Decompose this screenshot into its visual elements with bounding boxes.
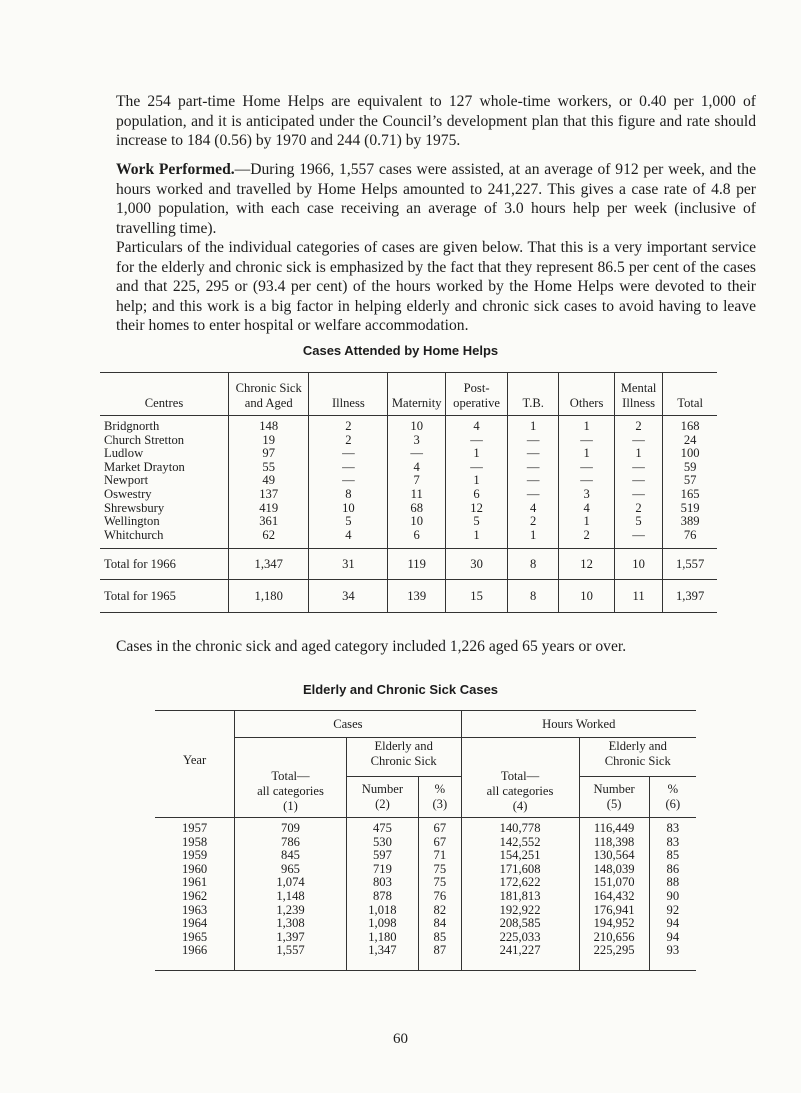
cell-value: 1 — [559, 416, 615, 434]
row-label: Shrewsbury — [104, 500, 165, 515]
cell-value: 154,251 — [461, 849, 579, 863]
cell-value: 2 — [309, 434, 388, 448]
year-cell: 1959 — [182, 848, 208, 863]
header-cases: Cases — [235, 711, 461, 738]
cell-value: — — [508, 447, 559, 461]
cell-value: 5 — [614, 515, 662, 529]
header-total: Total — [663, 373, 717, 416]
cell-value: — — [559, 474, 615, 488]
cell-value: 8 — [508, 580, 559, 613]
row-label: Oswestry — [104, 486, 152, 501]
header-hours-worked: Hours Worked — [461, 711, 696, 738]
cell-value: 225,033 — [461, 931, 579, 945]
year-cell: 1965 — [182, 929, 208, 944]
header-maternity: Maternity — [388, 373, 446, 416]
cell-value: 8 — [508, 549, 559, 580]
cell-value: 118,398 — [579, 836, 649, 850]
cell-value: 1,074 — [235, 876, 347, 890]
header-percent-cases: % (3) — [419, 777, 462, 818]
cell-value: — — [309, 461, 388, 475]
table-row — [100, 447, 717, 461]
cell-value: 85 — [649, 849, 696, 863]
cell-value: 87 — [419, 944, 462, 970]
intro-paragraph: The 254 part-time Home Helps are equivalent to 127 whole-time workers, or 0.40 per 1,000 of population, and it is anticipated under the Council’s development plan that this figure and rate should increase to 184 (0.56) by 1970 and 244 (0.71) by 1975. — [116, 93, 756, 149]
cell-value: 2 — [614, 502, 662, 516]
work-performed-heading: Work Performed. — [116, 161, 235, 178]
cell-value: 140,778 — [461, 818, 579, 836]
cell-value: 4 — [508, 502, 559, 516]
table-row — [155, 944, 696, 970]
cell-value: 83 — [649, 836, 696, 850]
year-cell: 1963 — [182, 902, 208, 917]
cell-value: 1 — [614, 447, 662, 461]
cell-value: 11 — [614, 580, 662, 613]
table-row — [100, 416, 717, 434]
table-row — [155, 931, 696, 945]
cell-value: 8 — [309, 488, 388, 502]
cell-value: — — [508, 434, 559, 448]
table-row — [155, 836, 696, 850]
chronic-aged-note: Cases in the chronic sick and aged category included 1,226 aged 65 years or over. — [116, 638, 627, 655]
table-row — [100, 529, 717, 549]
cell-value: 93 — [649, 944, 696, 970]
cell-value: 148 — [229, 416, 309, 434]
cell-value: 24 — [663, 434, 717, 448]
cell-value: 719 — [346, 863, 418, 877]
cell-value: 519 — [663, 502, 717, 516]
cell-value: — — [446, 461, 508, 475]
cell-value: 168 — [663, 416, 717, 434]
cell-value: 142,552 — [461, 836, 579, 850]
cell-value: 10 — [388, 515, 446, 529]
cell-value: 6 — [446, 488, 508, 502]
header-percent-hours: % (6) — [649, 777, 696, 818]
cell-value: 389 — [663, 515, 717, 529]
table-row — [155, 863, 696, 877]
cell-value: 67 — [419, 836, 462, 850]
cell-value: — — [559, 434, 615, 448]
cell-value: 3 — [388, 434, 446, 448]
cell-value: 92 — [649, 904, 696, 918]
cell-value: 94 — [649, 917, 696, 931]
cell-value: — — [388, 447, 446, 461]
cell-value: 4 — [388, 461, 446, 475]
cell-value: — — [614, 488, 662, 502]
cell-value: 475 — [346, 818, 418, 836]
cell-value: 12 — [559, 549, 615, 580]
cell-value: 11 — [388, 488, 446, 502]
cell-value: 2 — [309, 416, 388, 434]
cell-value: 10 — [309, 502, 388, 516]
cell-value: 5 — [446, 515, 508, 529]
cell-value: 49 — [229, 474, 309, 488]
cell-value: 119 — [388, 549, 446, 580]
cell-value: 878 — [346, 890, 418, 904]
year-cell: 1964 — [182, 916, 208, 931]
table-row — [100, 474, 717, 488]
table-row — [155, 849, 696, 863]
cell-value: 2 — [614, 416, 662, 434]
header-chronic-sick: Chronic Sick and Aged — [229, 373, 309, 416]
cell-value: 4 — [309, 529, 388, 549]
cell-value: 1 — [446, 529, 508, 549]
cell-value: 94 — [649, 931, 696, 945]
row-label: Total for 1966 — [104, 556, 176, 571]
cell-value: 6 — [388, 529, 446, 549]
cell-value: 130,564 — [579, 849, 649, 863]
cell-value: 1,397 — [235, 931, 347, 945]
table-row — [100, 502, 717, 516]
cell-value: 709 — [235, 818, 347, 836]
cell-value: 194,952 — [579, 917, 649, 931]
cell-value: 83 — [649, 818, 696, 836]
cell-value: 75 — [419, 876, 462, 890]
row-label: Market Drayton — [104, 459, 185, 474]
header-elderly-hours: Elderly and Chronic Sick — [579, 738, 696, 777]
cell-value: — — [614, 434, 662, 448]
cell-value: 1,239 — [235, 904, 347, 918]
cell-value: — — [614, 461, 662, 475]
table-row — [155, 876, 696, 890]
cell-value: 59 — [663, 461, 717, 475]
cell-value: 88 — [649, 876, 696, 890]
row-label: Newport — [104, 473, 149, 488]
cell-value: 192,922 — [461, 904, 579, 918]
header-others: Others — [559, 373, 615, 416]
cell-value: 1 — [446, 447, 508, 461]
cell-value: 3 — [559, 488, 615, 502]
year-cell: 1966 — [155, 944, 235, 970]
table2-caption: Elderly and Chronic Sick Cases — [302, 682, 499, 697]
cell-value: 845 — [235, 849, 347, 863]
header-total-hours: Total— all categories (4) — [461, 738, 579, 818]
cell-value: 116,449 — [579, 818, 649, 836]
cell-value: 82 — [419, 904, 462, 918]
year-cell: 1958 — [182, 834, 208, 849]
cell-value: 1 — [559, 515, 615, 529]
cell-value: 57 — [663, 474, 717, 488]
cell-value: 1,347 — [346, 944, 418, 970]
header-number-hours: Number (5) — [579, 777, 649, 818]
cell-value: 786 — [235, 836, 347, 850]
year-cell: 1960 — [182, 861, 208, 876]
cell-value: 90 — [649, 890, 696, 904]
cell-value: 210,656 — [579, 931, 649, 945]
cell-value: 97 — [229, 447, 309, 461]
cell-value: 55 — [229, 461, 309, 475]
cell-value: 68 — [388, 502, 446, 516]
cell-value: 530 — [346, 836, 418, 850]
cell-value: 208,585 — [461, 917, 579, 931]
header-elderly-cases: Elderly and Chronic Sick — [346, 738, 461, 777]
cell-value: 165 — [663, 488, 717, 502]
header-number-cases: Number (2) — [346, 777, 418, 818]
cell-value: 1,557 — [663, 549, 717, 580]
cell-value: 4 — [446, 416, 508, 434]
cell-value: 76 — [419, 890, 462, 904]
cell-value: — — [446, 434, 508, 448]
cell-value: — — [309, 447, 388, 461]
cases-attended-table — [100, 372, 717, 613]
year-cell: 1962 — [182, 888, 208, 903]
cell-value: 10 — [388, 416, 446, 434]
cell-value: — — [614, 474, 662, 488]
cell-value: 75 — [419, 863, 462, 877]
elderly-chronic-table — [155, 710, 696, 971]
table-row — [100, 434, 717, 448]
row-label: Total for 1965 — [104, 588, 176, 603]
cell-value: 85 — [419, 931, 462, 945]
cell-value: 62 — [229, 529, 309, 549]
cell-value: — — [508, 488, 559, 502]
row-label: Ludlow — [104, 446, 144, 461]
cell-value: 5 — [309, 515, 388, 529]
cell-value: — — [508, 461, 559, 475]
cell-value: 1,180 — [229, 580, 309, 613]
cell-value: 100 — [663, 447, 717, 461]
cell-value: 2 — [559, 529, 615, 549]
cell-value: — — [309, 474, 388, 488]
row-label: Bridgnorth — [104, 419, 160, 433]
cell-value: 12 — [446, 502, 508, 516]
cell-value: 1,180 — [346, 931, 418, 945]
header-total-cases: Total— all categories (1) — [235, 738, 347, 818]
cell-value: — — [508, 474, 559, 488]
year-cell: 1957 — [182, 821, 208, 835]
table-row — [100, 488, 717, 502]
cell-value: 164,432 — [579, 890, 649, 904]
cell-value: 19 — [229, 434, 309, 448]
work-performed-text: —During 1966, 1,557 cases were assisted, at an average of 912 per week, and the hours worked and travelled by Home Helps amounted to 241,227. This gives a case rate of 4.8 per 1,000 population, with each case receiving an average of 3.0 hours help per week (inclusive of travelling time). — [116, 161, 756, 237]
header-centres: Centres — [144, 396, 184, 410]
particulars-paragraph: Particulars of the individual categories of cases are given below. That this is a very important service for the elderly and chronic sick is emphasized by the fact that they represent 86.5 per cent of the cases and that 225, 295 or (93.4 per cent) of the hours worked by the Home Helps were devoted to their help; and this work is a big factor in helping elderly and chronic sick cases to avoid having to leave their homes to enter hospital or welfare accommodation. — [116, 239, 756, 334]
row-label: Church Stretton — [104, 432, 185, 447]
cell-value: 34 — [309, 580, 388, 613]
row-label: Whitchurch — [104, 527, 164, 542]
cell-value: 139 — [388, 580, 446, 613]
cell-value: 1,397 — [663, 580, 717, 613]
work-performed-paragraph — [116, 160, 756, 238]
cell-value: 1 — [446, 474, 508, 488]
cell-value: 10 — [614, 549, 662, 580]
cell-value: 1,347 — [229, 549, 309, 580]
cell-value: 171,608 — [461, 863, 579, 877]
cell-value: 965 — [235, 863, 347, 877]
cell-value: 148,039 — [579, 863, 649, 877]
cell-value: 7 — [388, 474, 446, 488]
cell-value: — — [559, 461, 615, 475]
cell-value: 1,148 — [235, 890, 347, 904]
header-illness: Illness — [309, 373, 388, 416]
cell-value: 172,622 — [461, 876, 579, 890]
total-row-1965 — [100, 580, 717, 613]
cell-value: 241,227 — [461, 944, 579, 970]
table-row — [100, 515, 717, 529]
cell-value: 1,098 — [346, 917, 418, 931]
cell-value: 419 — [229, 502, 309, 516]
table1-caption: Cases Attended by Home Helps — [302, 343, 499, 358]
header-post-operative: Post- operative — [446, 373, 508, 416]
cell-value: 803 — [346, 876, 418, 890]
cell-value: 597 — [346, 849, 418, 863]
cell-value: 84 — [419, 917, 462, 931]
cell-value: 15 — [446, 580, 508, 613]
cell-value: 76 — [663, 529, 717, 549]
table-row — [155, 890, 696, 904]
cell-value: 1,018 — [346, 904, 418, 918]
cell-value: 151,070 — [579, 876, 649, 890]
cell-value: 10 — [559, 580, 615, 613]
cell-value: 4 — [559, 502, 615, 516]
table-row — [155, 917, 696, 931]
cell-value: 361 — [229, 515, 309, 529]
total-row-1966 — [100, 549, 717, 580]
year-cell: 1961 — [182, 875, 208, 890]
cell-value: 71 — [419, 849, 462, 863]
header-year: Year — [155, 711, 235, 818]
cell-value: 137 — [229, 488, 309, 502]
row-label: Wellington — [104, 514, 160, 529]
cell-value: 2 — [508, 515, 559, 529]
cell-value: 67 — [419, 818, 462, 836]
cell-value: 1 — [559, 447, 615, 461]
cell-value: — — [614, 529, 662, 549]
table-row — [100, 461, 717, 475]
page-number: 60 — [393, 1031, 408, 1047]
table-row — [155, 818, 696, 836]
cell-value: 181,813 — [461, 890, 579, 904]
cell-value: 30 — [446, 549, 508, 580]
table-row — [155, 904, 696, 918]
cell-value: 225,295 — [579, 944, 649, 970]
header-tb: T.B. — [508, 373, 559, 416]
cell-value: 31 — [309, 549, 388, 580]
header-mental-illness: Mental Illness — [614, 373, 662, 416]
cell-value: 1,557 — [235, 944, 347, 970]
cell-value: 176,941 — [579, 904, 649, 918]
cell-value: 1 — [508, 529, 559, 549]
cell-value: 1 — [508, 416, 559, 434]
cell-value: 86 — [649, 863, 696, 877]
cell-value: 1,308 — [235, 917, 347, 931]
